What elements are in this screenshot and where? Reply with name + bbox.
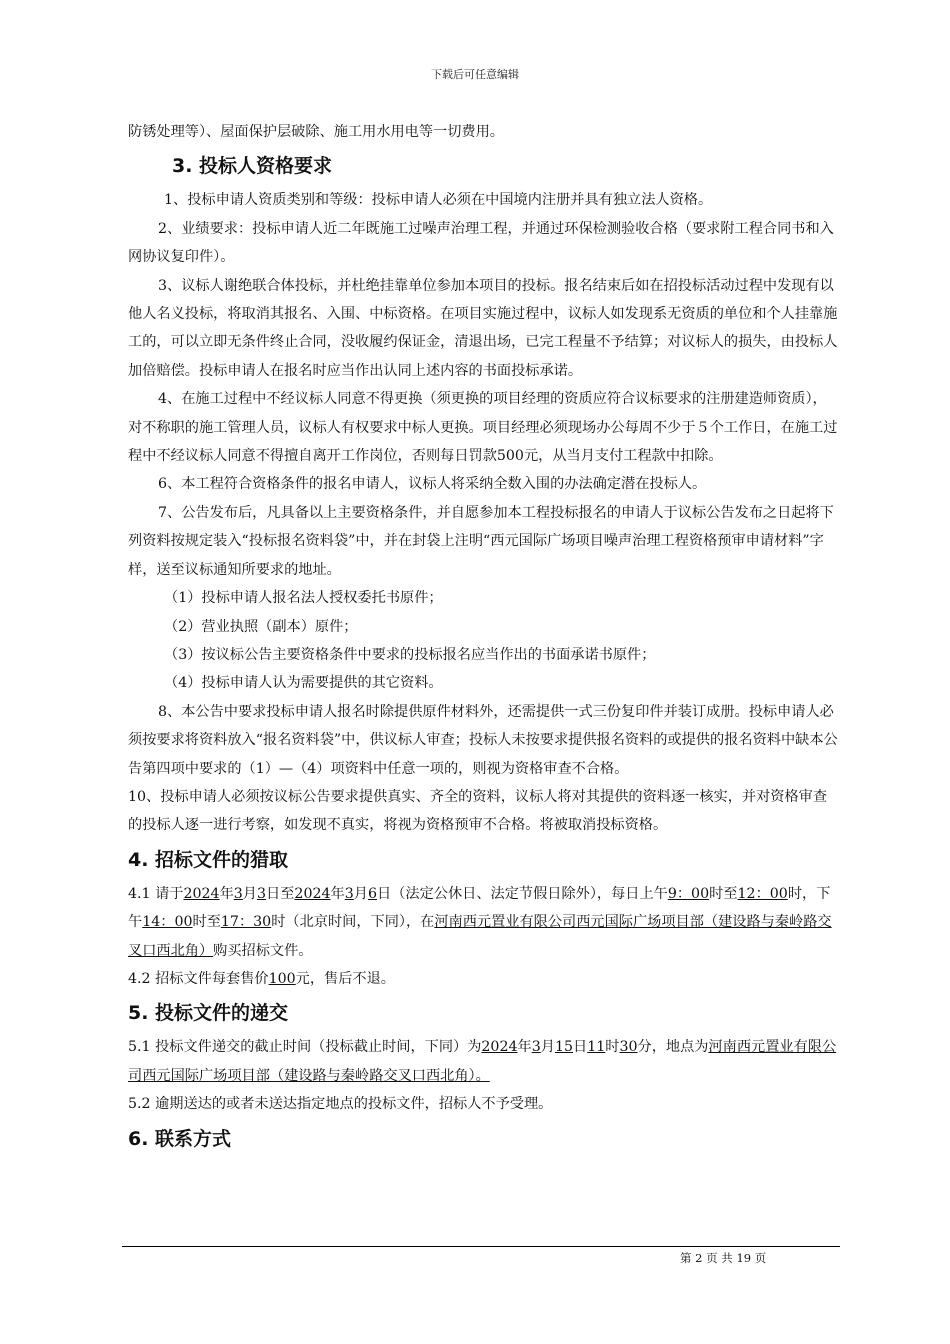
list-item: （3）按议标公告主要资格条件中要求的投标报名应当作出的书面承诺书原件；	[164, 646, 656, 663]
page-number: 第 2 页 共 19 页	[680, 1251, 767, 1265]
section-4-p42: 4.2 招标文件每套售价100元，售后不退。	[128, 970, 395, 987]
end-day: 6	[367, 885, 377, 902]
submission-place: 河南西元置业有限公司西元国际广场项目部（建设路与秦岭路交叉口西北角）。	[128, 1039, 837, 1084]
start-day: 3	[257, 885, 267, 902]
intro-line: 防锈处理等）、屋面保护层破除、施工用水用电等一切费用。	[128, 124, 504, 140]
section-3-p2: 2、业绩要求：投标申请人近二年既施工过噪声治理工程，并通过环保检测验收合格（要求附工程合同书和入网协议复印件）。	[128, 220, 834, 266]
section-3-p8: 8、本公告中要求投标申请人报名时除提供原件材料外，还需提供一式三份复印件并装订成册。投标申请人必须按要求将资料放入“报名资料袋”中，供议标人审查；投标人未按要求提供报名资料的或提供的报名资料中缺本公告第四项中要求的（1）—（4）项资料中任意一项的，则视为资格审查不合格。	[128, 703, 838, 777]
deadline-minute: 30	[619, 1039, 638, 1056]
purchase-place: 河南西元置业有限公司西元国际广场项目部（建设路与秦岭路交叉口西北角）	[128, 914, 832, 959]
section-3-p4: 4、在施工过程中不经议标人同意不得更换（须更换的项目经理的资质应符合议标要求的注册建造师资质），对不称职的施工管理人员，议标人有权要求中标人更换。项目经理必须现场办公每周不少于５个工作日，在施工过程中不经议标人同意不得擅自离开工作岗位，否则每日罚款500元，从当月支付工程款中扣除。	[128, 391, 838, 465]
deadline-day: 15	[554, 1039, 573, 1056]
pm-end: 17：30	[220, 914, 272, 931]
section-4-p41: 4.1 请于2024年3月3日至2024年3月6日（法定公休日、法定节假日除外），每日上午9：00时至12：00时，下午14：00时至17：30时（北京时间，下同），在河南西元置业有限公司西元国际广场项目部（建设路与秦岭路交叉口西北角）购买招标文件。	[128, 885, 832, 959]
section-5-title: 5. 投标文件的递交	[128, 1002, 289, 1025]
document-body	[128, 118, 840, 1159]
section-6-title: 6. 联系方式	[128, 1127, 232, 1150]
section-5-p52: 5.2 逾期送达的或者未送达指定地点的投标文件，招标人不予受理。	[128, 1096, 553, 1113]
list-item: （1）投标申请人报名法人授权委托书原件；	[164, 590, 443, 607]
section-3-p7: 7、公告发布后，凡具备以上主要资格条件，并自愿参加本工程投标报名的申请人于议标公告发布之日起将下列资料按规定装入“投标报名资料袋”中，并在封袋上注明“西元国际广场项目噪声治理工程资格预审申请材料”字样，送至议标通知所要求的地址。	[128, 504, 834, 578]
footer-rule	[122, 1246, 840, 1247]
section-4-title: 4. 招标文件的猎取	[128, 848, 289, 871]
section-3-p3: 3、议标人谢绝联合体投标，并杜绝挂靠单位参加本项目的投标。报名结束后如在招投标活动过程中发现有以他人名义投标，将取消其报名、入围、中标资格。在项目实施过程中，议标人如发现系无资质的单位和个人挂靠施工的，可以立即无条件终止合同，没收履约保证金，清退出场，已完工程量不予结算；对议标人的损失，由投标人加倍赔偿。投标申请人在报名时应当作出认同上述内容的书面投标承诺。	[128, 277, 838, 379]
am-start: 9：00	[667, 885, 710, 902]
deadline-month: 3	[531, 1039, 541, 1056]
start-month: 3	[233, 885, 243, 902]
section-3-p6: 6、本工程符合资格条件的报名申请人，议标人将采纳全数入围的办法确定潜在投标人。	[158, 476, 707, 493]
document-price: 100	[268, 970, 296, 987]
section-3-p1: 1、投标申请人资质类别和等级：投标申请人必须在中国境内注册并具有独立法人资格。	[164, 192, 713, 209]
pm-start: 14：00	[142, 914, 193, 931]
end-year: 2024	[294, 885, 331, 902]
start-year: 2024	[183, 885, 220, 902]
section-3-title: 3. 投标人资格要求	[172, 155, 333, 178]
am-end: 12：00	[737, 885, 788, 902]
header-note: 下载后可任意编辑	[431, 68, 519, 81]
list-item: （2）营业执照（副本）原件；	[164, 618, 358, 635]
list-item: （4）投标申请人认为需要提供的其它资料。	[164, 675, 443, 692]
deadline-hour: 11	[587, 1039, 606, 1056]
section-5-p51: 5.1 投标文件递交的截止时间（投标截止时间，下同）为2024年3月15日11时30分，地点为河南西元置业有限公司西元国际广场项目部（建设路与秦岭路交叉口西北角）。	[128, 1039, 837, 1084]
end-month: 3	[344, 885, 354, 902]
deadline-year: 2024	[481, 1039, 518, 1056]
section-3-p10: 10、投标申请人必须按议标公告要求提供真实、齐全的资料，议标人将对其提供的资料逐一核实，并对资格审查的投标人逐一进行考察，如发现不真实，将视为资格预审不合格。将被取消投标资格。	[128, 788, 828, 834]
